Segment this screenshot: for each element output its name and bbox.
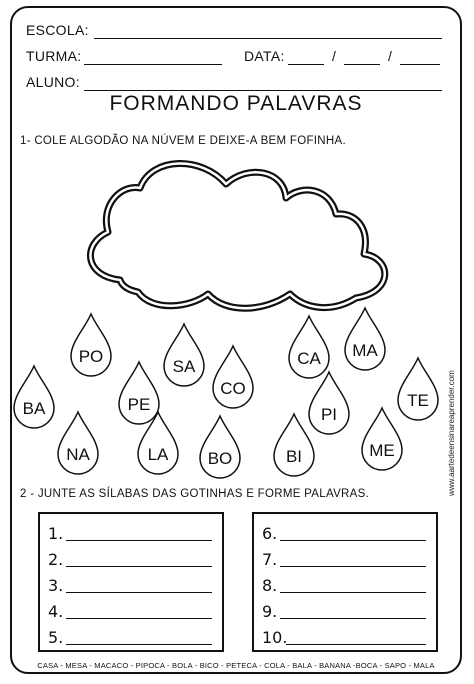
answer-line[interactable] xyxy=(280,566,426,567)
raindrop-syllable xyxy=(200,416,240,478)
answer-line[interactable] xyxy=(66,644,212,645)
class-label: TURMA: xyxy=(26,48,82,64)
date-label: DATA: xyxy=(244,48,285,64)
side-website-credit: www.aartedeensinareaprender.com xyxy=(447,370,456,496)
raindrop-outline xyxy=(164,324,204,386)
answer-box-left xyxy=(38,512,224,652)
answer-number: 3. xyxy=(48,576,64,595)
raindrop-syllable xyxy=(164,324,204,386)
raindrop-syllable xyxy=(58,412,98,474)
raindrop-label: BA xyxy=(22,399,46,418)
answer-number: 10. xyxy=(262,628,288,647)
raindrop-label: ME xyxy=(369,441,395,460)
raindrop-label: BO xyxy=(207,449,233,468)
answer-line[interactable] xyxy=(280,618,426,619)
answer-line[interactable] xyxy=(66,592,212,593)
date-separator: / xyxy=(332,48,337,64)
student-label: ALUNO: xyxy=(26,74,80,90)
raindrop-outline xyxy=(213,346,253,408)
raindrop-outline xyxy=(345,308,385,370)
footer-word-list: CASA - MESA - MACACO - PIPOCA - BOLA - BICO - PETECA - COLA - BALA - BANANA -BOCA - SAPO - MALA xyxy=(37,661,435,670)
answer-number: 4. xyxy=(48,602,64,621)
raindrop-label: BI xyxy=(285,447,303,466)
raindrop-outline xyxy=(71,314,111,376)
answer-line[interactable] xyxy=(286,644,426,645)
raindrop-label: PO xyxy=(78,347,104,366)
raindrop-outline xyxy=(309,372,349,434)
raindrop-outline xyxy=(14,366,54,428)
raindrop-label: NA xyxy=(66,445,90,464)
answer-line[interactable] xyxy=(66,618,212,619)
raindrop-outline xyxy=(362,408,402,470)
raindrop-syllable xyxy=(71,314,111,376)
raindrop-label: CA xyxy=(297,349,321,368)
answer-line[interactable] xyxy=(280,592,426,593)
page-title: FORMANDO PALAVRAS xyxy=(109,92,363,115)
raindrop-outline xyxy=(274,414,314,476)
raindrop-syllable xyxy=(274,414,314,476)
raindrop-outline xyxy=(58,412,98,474)
answer-line[interactable] xyxy=(280,540,426,541)
raindrop-syllable xyxy=(289,316,329,378)
worksheet xyxy=(10,6,462,674)
raindrop-outline xyxy=(200,416,240,478)
raindrop-syllable xyxy=(119,362,159,424)
answer-number: 5. xyxy=(48,628,64,647)
raindrop-label: SA xyxy=(172,357,196,376)
question-2: 2 - JUNTE AS SÍLABAS DAS GOTINHAS E FORME PALAVRAS. xyxy=(20,488,370,500)
answer-number: 1. xyxy=(48,524,64,543)
date-separator: / xyxy=(388,48,393,64)
raindrop-label: CO xyxy=(220,379,246,398)
cloud-outline xyxy=(90,163,384,308)
raindrop-outline xyxy=(398,358,438,420)
raindrop-label: MA xyxy=(352,341,378,360)
answer-number: 9. xyxy=(262,602,278,621)
answer-number: 7. xyxy=(262,550,278,569)
answer-number: 8. xyxy=(262,576,278,595)
answer-line[interactable] xyxy=(66,540,212,541)
answer-line[interactable] xyxy=(66,566,212,567)
answer-number: 2. xyxy=(48,550,64,569)
question-1: 1- COLE ALGODÃO NA NÚVEM E DEIXE-A BEM FOFINHA. xyxy=(20,135,346,147)
raindrop-label: PI xyxy=(320,405,338,424)
raindrop-syllable xyxy=(345,308,385,370)
raindrop-syllable xyxy=(309,372,349,434)
raindrop-label: PE xyxy=(127,395,151,414)
raindrop-syllable xyxy=(362,408,402,470)
answer-box-right xyxy=(252,512,438,652)
raindrop-label: LA xyxy=(147,445,169,464)
school-label: ESCOLA: xyxy=(26,22,89,38)
raindrop-syllable xyxy=(398,358,438,420)
raindrop-syllable xyxy=(14,366,54,428)
raindrop-syllable xyxy=(213,346,253,408)
raindrop-outline xyxy=(289,316,329,378)
answer-number: 6. xyxy=(262,524,278,543)
raindrop-label: TE xyxy=(407,391,429,410)
raindrop-outline xyxy=(119,362,159,424)
